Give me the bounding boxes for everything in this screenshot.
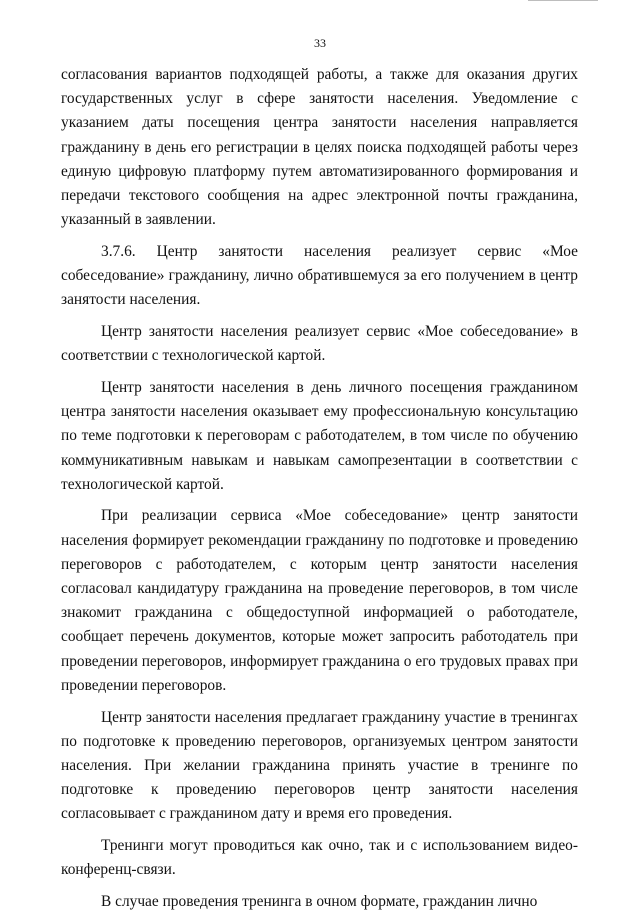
paragraph-trainings-format: Тренинги могут проводиться как очно, так и с использованием видео-конференц-связи. — [61, 837, 578, 879]
paragraph-tech-card: Центр занятости населения реализует сервис «Мое собеседование» в соответствии с технологической картой. — [61, 323, 578, 365]
document-body — [61, 63, 578, 922]
paragraph-3-7-6: 3.7.6. Центр занятости населения реализует сервис «Мое собеседование» гражданину, лично обратившемуся за его получением в центр занятости населения. — [61, 242, 578, 309]
paragraph-continuation: согласования вариантов подходящей работы, а также для оказания других государственных услуг в сфере занятости населения. Уведомление с указанием даты посещения центра занятости населения направляется гражданину в день его регистрации в целях поиска подходящей работы через единую цифровую платформу путем автоматизированного формирования и передачи текстового сообщения на адрес электронной почты гражданина, указанный в заявлении. — [61, 66, 578, 229]
paragraph-trainings-offer: Центр занятости населения предлагает гражданину участие в тренингах по подготовке к проведению переговоров, организуемых центром занятости населения. При желании гражданина принять участие в тренинге по подготовке к проведению переговоров центр занятости населения согласовывает с гражданином дату и время его проведения. — [61, 708, 578, 823]
paragraph-recommendations: При реализации сервиса «Мое собеседование» центр занятости населения формирует рекомендации гражданину по подготовке и проведению переговоров с работодателем, с которым центр занятости населения согласовал кандидатуру гражданина на проведение переговоров, в том числе знакомит гражданина с общедоступной информацией о работодателе, сообщает перечень документов, которые может запросить работодатель при проведении переговоров, информирует гражданина о его трудовых правах при проведении переговоров. — [61, 507, 578, 694]
page-number: 33 — [314, 36, 326, 50]
paragraph-in-person: В случае проведения тренинга в очном формате, гражданин лично — [101, 893, 538, 910]
top-rule — [528, 0, 598, 1]
paragraph-consultation: Центр занятости населения в день личного посещения гражданином центра занятости населения оказывает ему профессиональную консультацию по теме подготовки к переговорам с работодателем, в том числе по обучению коммуникативным навыкам и навыкам самопрезентации в соответствии с технологической картой. — [61, 378, 578, 493]
